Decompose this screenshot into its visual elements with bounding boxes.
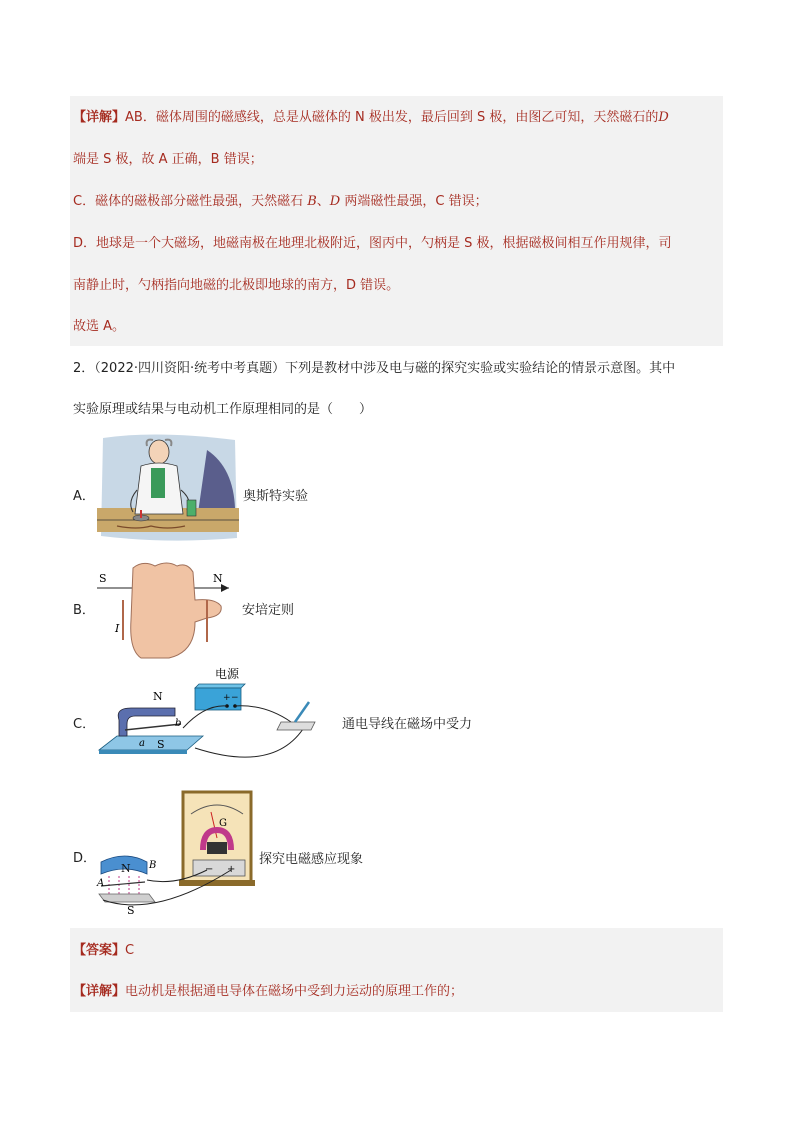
figure-c-power-label: 电源: [215, 667, 240, 681]
detail1-line6: 故选 A。: [73, 319, 126, 334]
detail1-line3-text-a: C．磁体的磁极部分磁性最强，天然磁石: [73, 194, 304, 209]
figure-c-minus: −: [231, 693, 239, 703]
option-b-caption: 安培定则: [242, 603, 295, 618]
detail1-line1: [73, 109, 669, 127]
figure-c-plus: +: [223, 693, 231, 703]
detail2-line: [73, 983, 463, 1001]
detail1-line3-text-b: 两端磁性最强，C 错误；: [344, 194, 488, 209]
figure-d-minus: −: [205, 864, 214, 875]
figure-d-b-label: B: [149, 860, 157, 871]
figure-d-n-label: N: [121, 862, 131, 875]
figure-c-switch: [277, 722, 315, 730]
detail1-line2: 端是 S 极，故 A 正确，B 错误；: [73, 152, 263, 167]
option-a-caption: 奥斯特实验: [243, 489, 309, 504]
question2-line2: 实验原理或结果与电动机工作原理相同的是（ ）: [73, 402, 373, 417]
question2-line1: 2．（2022·四川资阳·统考中考真题）下列是教材中涉及电与磁的探究实验或实验结论的情景示意图。其中: [73, 361, 676, 376]
detail1-line4: D．地球是一个大磁场，地磁南极在地理北极附近，图丙中，勺柄是 S 极，根据磁极间相互作用规律，司: [73, 236, 672, 251]
figure-c-base: [99, 736, 203, 750]
detail1-line5: 南静止时，勺柄指向地磁的北极即地球的南方，D 错误。: [73, 278, 400, 293]
figure-c-magnet: [118, 708, 175, 736]
figure-b-s-label: S: [99, 572, 107, 585]
figure-c-s-label: S: [157, 738, 165, 751]
figure-b-i-label: I: [115, 622, 120, 635]
option-c-letter[interactable]: C．: [73, 717, 96, 732]
figure-a-head: [149, 440, 169, 464]
detail1-line3-var1: B: [307, 194, 317, 209]
detail1-line1-var: D: [658, 110, 669, 125]
figure-c-b-label: b: [175, 718, 182, 729]
detail1-line3-var2: D: [329, 194, 341, 209]
figure-force-on-current: [95, 664, 335, 770]
figure-a-battery: [187, 500, 196, 516]
figure-d-magnet-s: [99, 894, 155, 902]
figure-a-vest: [151, 468, 165, 498]
option-d-caption: 探究电磁感应现象: [259, 852, 364, 867]
figure-oersted-experiment: [97, 430, 239, 545]
option-d-letter[interactable]: D．: [73, 851, 97, 866]
option-a-letter[interactable]: A．: [73, 489, 95, 504]
detail1-line3-sep: 、: [316, 194, 330, 209]
figure-c-rod: [125, 724, 181, 730]
figure-c-n-label: N: [153, 690, 163, 703]
detail2-text: 电动机是根据通电导体在磁场中受到力运动的原理工作的；: [125, 984, 464, 999]
answer-line: [73, 942, 134, 960]
figure-d-a-label: A: [97, 878, 105, 889]
option-b-letter[interactable]: B．: [73, 603, 95, 618]
detail1-tag: 【详解】: [73, 110, 126, 125]
option-c-caption: 通电导线在磁场中受力: [342, 717, 473, 732]
figure-d-g-label: G: [219, 818, 227, 829]
figure-electromagnetic-induction: [95, 790, 260, 918]
figure-b-n-label: N: [213, 572, 223, 585]
detail1-line1-text: AB．磁体周围的磁感线，总是从磁体的 N 极出发，最后回到 S 极，由图乙可知，天然磁石的: [125, 110, 659, 125]
detail2-tag: 【详解】: [73, 984, 126, 999]
detail1-line3: [73, 193, 488, 211]
figure-ampere-rule: [95, 560, 235, 665]
answer-tag: 【答案】: [73, 943, 126, 958]
detail-block-1: [70, 96, 723, 346]
figure-d-s-label: S: [127, 904, 135, 917]
figure-c-a-label: a: [139, 738, 145, 749]
answer-value: C: [125, 943, 135, 958]
figure-d-plus: +: [227, 864, 236, 875]
